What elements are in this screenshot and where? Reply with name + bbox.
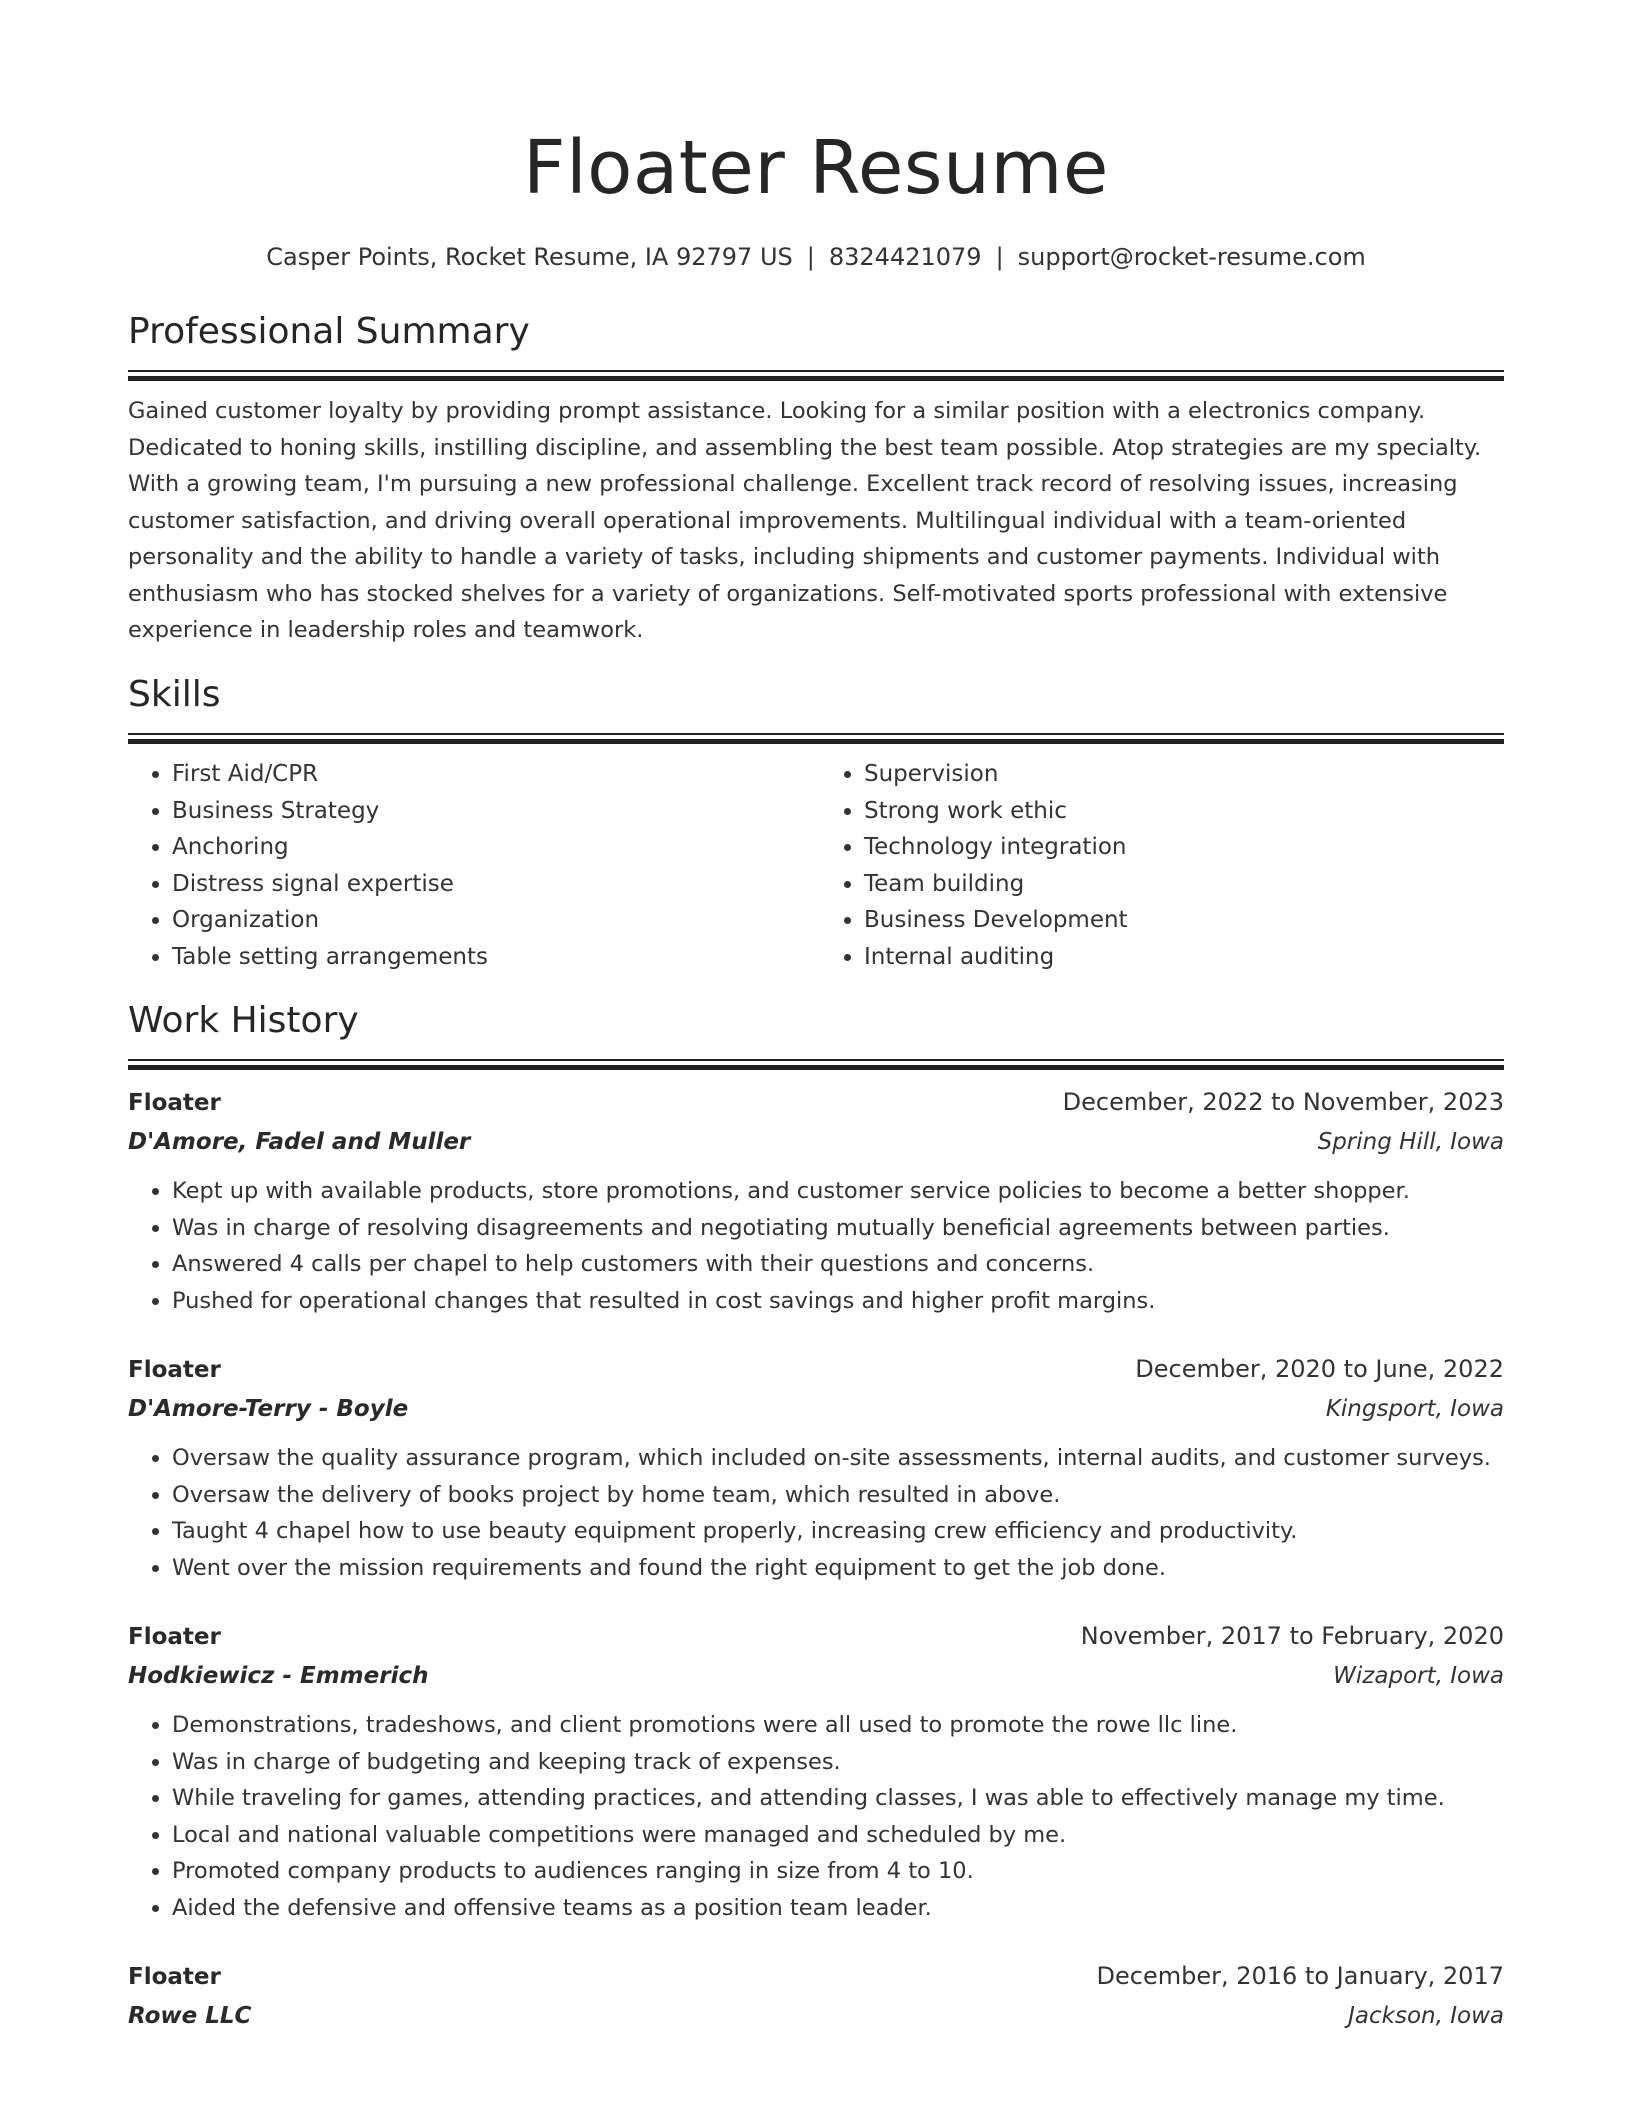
job-location: Wizaport, Iowa xyxy=(1333,1663,1504,1689)
job-bullet: • Demonstrations, tradeshows, and client promotions were all used to promote the rowe llc line. xyxy=(172,1707,1504,1744)
skill-item: • Distress signal expertise xyxy=(172,866,812,903)
job-bullet: • Answered 4 calls per chapel to help customers with their questions and concerns. xyxy=(172,1246,1504,1283)
skill-item: • Table setting arrangements xyxy=(172,939,812,976)
job-entry xyxy=(128,1082,1504,1319)
job-bullet: • Kept up with available products, store promotions, and customer service policies to become a better shopper. xyxy=(172,1173,1504,1210)
job-bullet: • Aided the defensive and offensive teams as a position team leader. xyxy=(172,1890,1504,1927)
job-dates: December, 2022 to November, 2023 xyxy=(1062,1088,1504,1116)
job-bullet: • Was in charge of resolving disagreements and negotiating mutually beneficial agreements between parties. xyxy=(172,1210,1504,1247)
job-title: Floater xyxy=(128,1624,221,1650)
job-bullet: • Promoted company products to audiences ranging in size from 4 to 10. xyxy=(172,1853,1504,1890)
contact-separator: | xyxy=(806,243,815,271)
skill-item: • Business Development xyxy=(864,902,1504,939)
work-history-section xyxy=(128,997,1504,2035)
job-entry xyxy=(128,1616,1504,1926)
job-bullet: • Local and national valuable competitions were managed and scheduled by me. xyxy=(172,1817,1504,1854)
job-bullet: • While traveling for games, attending practices, and attending classes, I was able to effectively manage my time. xyxy=(172,1780,1504,1817)
job-title: Floater xyxy=(128,1964,221,1990)
job-dates: December, 2020 to June, 2022 xyxy=(1135,1355,1504,1383)
job-bullet: • Taught 4 chapel how to use beauty equipment properly, increasing crew efficiency and productivity. xyxy=(172,1513,1504,1550)
skills-column-right xyxy=(812,756,1504,975)
resume-name: Floater Resume xyxy=(523,125,1109,211)
skill-item: • Business Strategy xyxy=(172,793,812,830)
skill-item: • Anchoring xyxy=(172,829,812,866)
skill-item: • Technology integration xyxy=(864,829,1504,866)
section-title-summary: Professional Summary xyxy=(128,311,530,352)
job-location: Jackson, Iowa xyxy=(1348,2003,1504,2029)
job-location: Spring Hill, Iowa xyxy=(1317,1129,1504,1155)
skill-item: • Internal auditing xyxy=(864,939,1504,976)
job-bullet: • Oversaw the quality assurance program, which included on-site assessments, internal audits, and customer surveys. xyxy=(172,1440,1504,1477)
skill-item: • First Aid/CPR xyxy=(172,756,812,793)
section-title-skills: Skills xyxy=(128,674,221,715)
job-bullets xyxy=(128,1707,1504,1926)
section-title-work-history: Work History xyxy=(128,1000,359,1041)
skills-column-left xyxy=(128,756,812,975)
summary-text: Gained customer loyalty by providing prompt assistance. Looking for a similar position with a electronics company. Dedicated to honing skills, instilling discipline, and assembling the best team possible. Atop strategies are my specialty. With a growing team, I'm pursuing a new professional challenge. Excellent track record of resolving issues, increasing customer satisfaction, and driving overall operational improvements. Multilingual individual with a team-oriented personality and the ability to handle a variety of tasks, including shipments and customer payments. Individual with enthusiasm who has stocked shelves for a variety of organizations. Self-motivated sports professional with extensive experience in leadership roles and teamwork. xyxy=(128,398,1482,643)
job-location: Kingsport, Iowa xyxy=(1325,1396,1504,1422)
contact-phone: 8324421079 xyxy=(828,243,982,271)
job-title: Floater xyxy=(128,1357,221,1383)
section-divider xyxy=(128,733,1504,744)
skill-item: • Supervision xyxy=(864,756,1504,793)
job-dates: November, 2017 to February, 2020 xyxy=(1080,1622,1504,1650)
job-company: D'Amore-Terry - Boyle xyxy=(128,1396,409,1422)
job-bullet: • Oversaw the delivery of books project by home team, which resulted in above. xyxy=(172,1477,1504,1514)
job-bullet: • Went over the mission requirements and found the right equipment to get the job done. xyxy=(172,1550,1504,1587)
skill-item: • Organization xyxy=(172,902,812,939)
job-company: D'Amore, Fadel and Muller xyxy=(128,1129,471,1155)
contact-line xyxy=(128,242,1504,272)
summary-section xyxy=(128,308,1504,649)
section-divider xyxy=(128,1059,1504,1070)
skill-item: • Team building xyxy=(864,866,1504,903)
job-bullets xyxy=(128,1173,1504,1319)
skills-list xyxy=(128,756,1504,975)
job-company: Hodkiewicz - Emmerich xyxy=(128,1663,429,1689)
contact-address: Casper Points, Rocket Resume, IA 92797 US xyxy=(266,243,793,271)
job-entry xyxy=(128,1349,1504,1586)
job-dates: December, 2016 to January, 2017 xyxy=(1096,1962,1504,1990)
skill-item: • Strong work ethic xyxy=(864,793,1504,830)
skills-section xyxy=(128,671,1504,975)
job-bullet: • Pushed for operational changes that resulted in cost savings and higher profit margins. xyxy=(172,1283,1504,1320)
contact-email: support@rocket-resume.com xyxy=(1017,243,1366,271)
job-bullet: • Was in charge of budgeting and keeping track of expenses. xyxy=(172,1744,1504,1781)
contact-separator: | xyxy=(995,243,1004,271)
job-entry xyxy=(128,1956,1504,2035)
section-divider xyxy=(128,370,1504,381)
job-bullets xyxy=(128,1440,1504,1586)
job-company: Rowe LLC xyxy=(128,2003,252,2029)
job-title: Floater xyxy=(128,1090,221,1116)
